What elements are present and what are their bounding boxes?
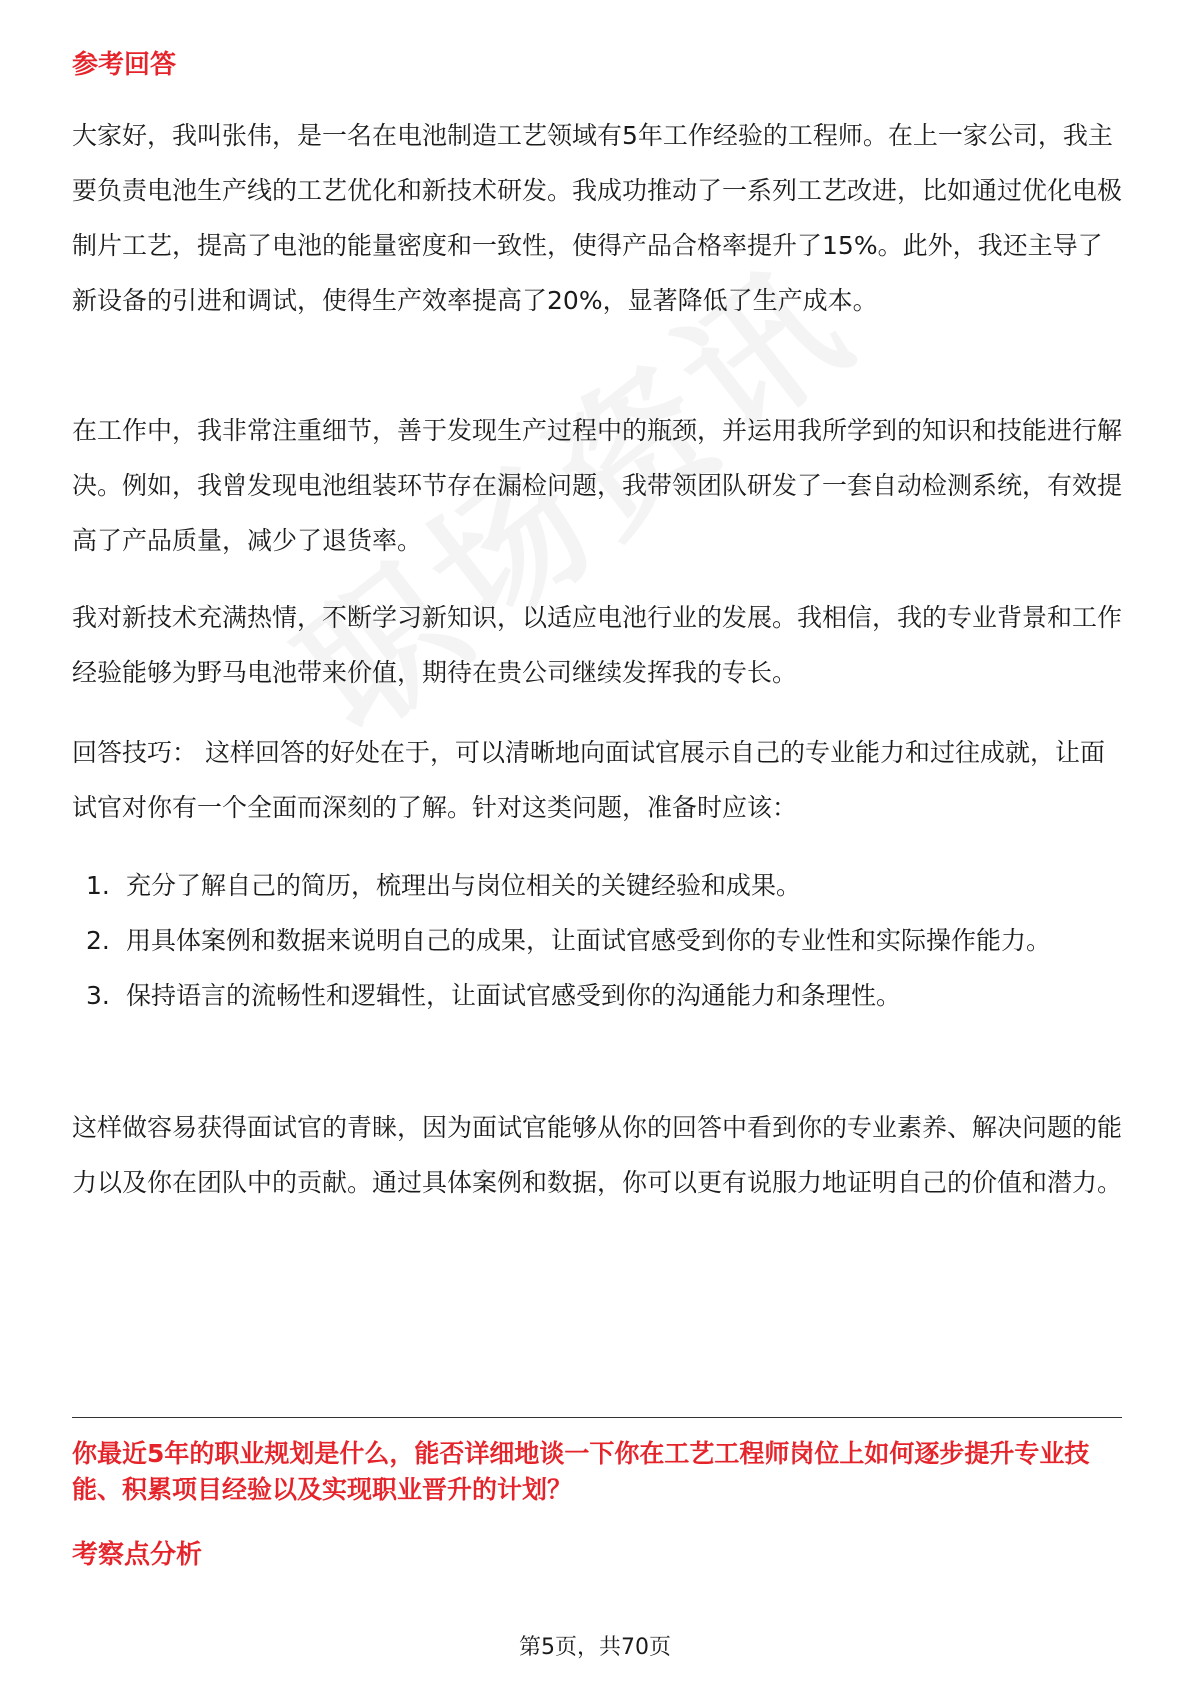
list-item-text: 保持语言的流畅性和逻辑性，让面试官感受到你的沟通能力和条理性。 bbox=[126, 981, 902, 1010]
tips-list bbox=[72, 858, 1122, 1023]
list-item-text: 充分了解自己的简历，梳理出与岗位相关的关键经验和成果。 bbox=[126, 871, 802, 900]
section-divider bbox=[72, 1417, 1122, 1418]
page-footer: 第5页，共70页 bbox=[519, 1635, 671, 1660]
list-item-number: 3. bbox=[86, 981, 110, 1010]
answer-paragraph-1: 大家好，我叫张伟，是一名在电池制造工艺领域有5年工作经验的工程师。在上一家公司，我主要负责电池生产线的工艺优化和新技术研发。我成功推动了一系列工艺改进，比如通过优化电极制片工艺，提高了电池的能量密度和一致性，使得产品合格率提升了15%。此外，我还主导了新设备的引进和调试，使得生产效率提高了20%，显著降低了生产成本。 bbox=[72, 121, 1123, 315]
list-item bbox=[72, 968, 1122, 1023]
list-item-text: 用具体案例和数据来说明自己的成果，让面试官感受到你的专业性和实际操作能力。 bbox=[126, 926, 1052, 955]
answer-paragraph-3: 我对新技术充满热情，不断学习新知识，以适应电池行业的发展。我相信，我的专业背景和工作经验能够为野马电池带来价值，期待在贵公司继续发挥我的专长。 bbox=[72, 603, 1123, 687]
list-item-number: 1. bbox=[86, 871, 110, 900]
list-item-number: 2. bbox=[86, 926, 110, 955]
closing-paragraph: 这样做容易获得面试官的青睐，因为面试官能够从你的回答中看到你的专业素养、解决问题的能力以及你在团队中的贡献。通过具体案例和数据，你可以更有说服力地证明自己的价值和潜力。 bbox=[72, 1113, 1123, 1197]
next-question: 你最近5年的职业规划是什么，能否详细地谈一下你在工艺工程师岗位上如何逐步提升专业技能、积累项目经验以及实现职业晋升的计划？ bbox=[72, 1439, 1090, 1504]
analysis-section-title: 考察点分析 bbox=[72, 1540, 203, 1570]
answer-paragraph-2: 在工作中，我非常注重细节，善于发现生产过程中的瓶颈，并运用我所学到的知识和技能进行解决。例如，我曾发现电池组装环节存在漏检问题，我带领团队研发了一套自动检测系统，有效提高了产品质量，减少了退货率。 bbox=[72, 416, 1123, 555]
answer-tips-paragraph: 回答技巧： 这样回答的好处在于，可以清晰地向面试官展示自己的专业能力和过往成就，让面试官对你有一个全面而深刻的了解。针对这类问题，准备时应该： bbox=[72, 738, 1105, 822]
list-item bbox=[72, 858, 1122, 913]
answer-section-title: 参考回答 bbox=[72, 50, 177, 80]
list-item bbox=[72, 913, 1122, 968]
